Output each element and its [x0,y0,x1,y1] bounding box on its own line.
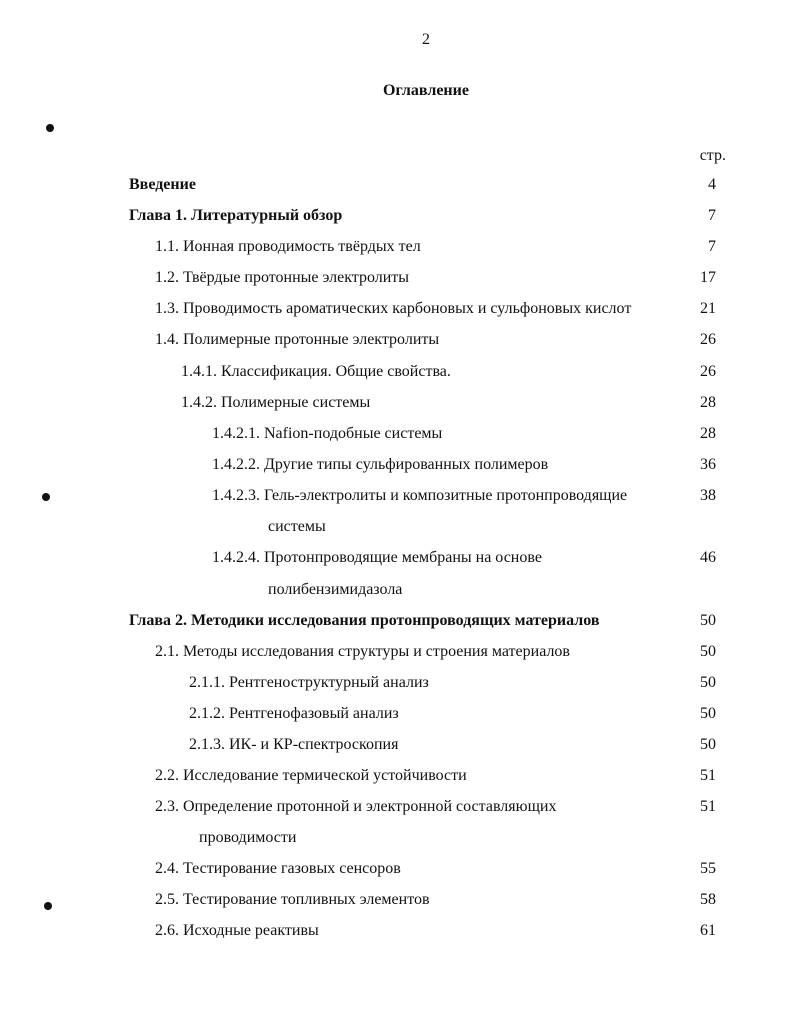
toc-entry-label: 1.1. Ионная проводимость твёрдых тел [155,238,421,255]
toc-entry-1-4-1 [0,360,794,384]
toc-entry-continuation: полибензимидазола [268,581,403,598]
toc-entry-page: 58 [700,891,716,908]
toc-entry-label: Глава 2. Методики исследования протонпроводящих материалов [129,612,600,629]
toc-entry-1-4-2-1 [0,422,794,446]
toc-entry-2-1-1 [0,671,794,695]
toc-entry-label: 1.3. Проводимость ароматических карбоновых и сульфоновых кислот [155,300,632,317]
toc-entry-page: 50 [700,736,716,753]
toc-entry-2-2 [0,764,794,788]
scan-speck [46,124,54,132]
toc-entry-introduction [0,173,794,197]
toc-entry-1-3 [0,297,794,321]
toc-entry-page: 51 [700,767,716,784]
toc-entry-label: 1.4.2.3. Гель-электролиты и композитные протонпроводящие [212,487,628,504]
toc-entry-label: 2.3. Определение протонной и электронной составляющих [155,798,557,815]
toc-entry-label: 2.1.1. Рентгеноструктурный анализ [189,674,429,691]
toc-entry-chapter-2 [0,609,794,633]
toc-entry-chapter-1 [0,204,794,228]
toc-entry-label: Глава 1. Литературный обзор [129,207,343,224]
toc-entry-continuation: проводимости [199,829,297,846]
toc-entry-2-1 [0,640,794,664]
toc-entry-1-4-2-4 [0,546,794,570]
toc-entry-label: Введение [129,176,196,193]
toc-entry-page: 17 [700,269,716,286]
toc-entry-1-4-2 [0,391,794,415]
toc-entry-2-1-2 [0,702,794,726]
page-column-header: стр. [699,147,726,164]
toc-entry-2-3 [0,795,794,819]
toc-entry-continuation: системы [268,518,326,535]
toc-entry-1-4-2-3 [0,484,794,508]
toc-entry-label: 1.4. Полимерные протонные электролиты [155,331,440,348]
toc-entry-label: 2.1.2. Рентгенофазовый анализ [189,705,399,722]
toc-entry-label: 1.4.2.1. Nafion-подобные системы [212,425,443,442]
toc-entry-page: 21 [700,300,716,317]
toc-entry-label: 2.5. Тестирование топливных элементов [155,891,430,908]
toc-entry-2-6 [0,919,794,943]
page-number: 2 [422,31,430,48]
toc-entry-page: 50 [700,705,716,722]
toc-entry-page: 28 [700,425,716,442]
toc-entry-page: 28 [700,394,716,411]
toc-entry-page: 51 [700,798,716,815]
toc-entry-page: 38 [700,487,716,504]
toc-entry-1-2 [0,266,794,290]
scan-speck [44,902,52,910]
toc-entry-2-1-3 [0,733,794,757]
scan-speck [42,493,50,501]
toc-entry-page: 36 [700,456,716,473]
toc-entry-label: 1.4.2. Полимерные системы [181,394,371,411]
toc-title: Оглавление [383,82,469,99]
toc-entry-label: 1.4.2.4. Протонпроводящие мембраны на основе [212,549,542,566]
toc-entry-1-4-2-2 [0,453,794,477]
toc-entry-page: 7 [708,207,716,224]
toc-entry-label: 1.4.2.2. Другие типы сульфированных полимеров [212,456,549,473]
toc-entry-1-1 [0,235,794,259]
toc-entry-1-4 [0,328,794,352]
toc-entry-2-4 [0,857,794,881]
toc-entry-page: 26 [700,363,716,380]
toc-entry-label: 2.1. Методы исследования структуры и строения материалов [155,643,570,660]
toc-entry-label: 2.4. Тестирование газовых сенсоров [155,860,401,877]
toc-entry-page: 61 [700,922,716,939]
toc-entry-page: 55 [700,860,716,877]
toc-entry-label: 1.4.1. Классификация. Общие свойства. [181,363,451,380]
toc-entry-page: 7 [708,238,716,255]
toc-entry-2-5 [0,888,794,912]
toc-entry-page: 50 [700,674,716,691]
toc-entry-label: 2.6. Исходные реактивы [155,922,319,939]
toc-entry-label: 1.2. Твёрдые протонные электролиты [155,269,410,286]
toc-entry-page: 50 [700,612,716,629]
toc-entry-label: 2.1.3. ИК- и КР-спектроскопия [189,736,399,753]
toc-entry-page: 26 [700,331,716,348]
toc-entry-page: 4 [708,176,716,193]
toc-entry-page: 46 [700,549,716,566]
toc-entry-label: 2.2. Исследование термической устойчивости [155,767,467,784]
toc-entry-page: 50 [700,643,716,660]
